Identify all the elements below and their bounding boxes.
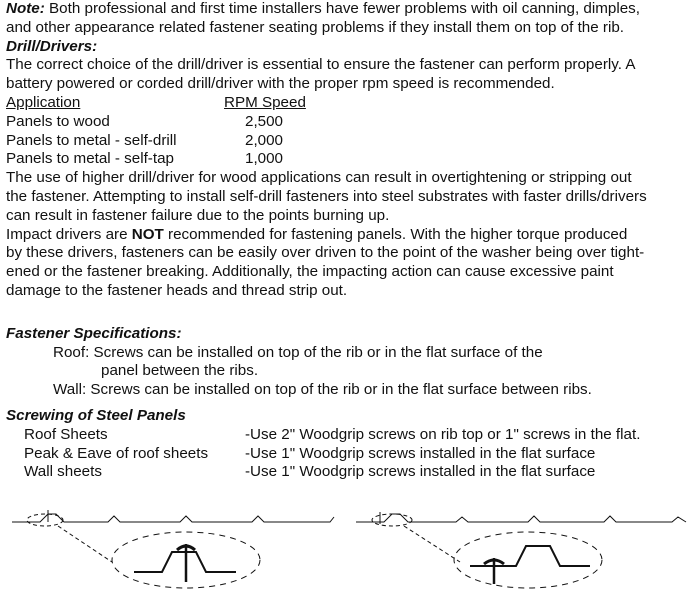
rpm-column-header: RPM Speed [224,93,306,111]
panel-profile-line [12,514,334,522]
impact-line-3: ened or the fastener breaking. Additionally, the impacting action can cause excessive paint [6,263,614,281]
rpm-table-row [6,150,694,169]
section-spacer [6,301,694,325]
callout-leader-line [404,526,460,562]
rpm-cell: 2,000 [245,131,284,149]
overtighten-line-2: the fastener. Attempting to install self-drill fasteners into steel substrates with faster drills/drivers [6,187,647,205]
flat-surface-fastening-diagram [356,512,686,588]
detail-callout-circle-large [454,532,602,588]
rpm-cell: 2,500 [245,112,284,130]
application-column-header: Application [6,93,81,111]
drill-para-line-2: battery powered or corded drill/driver with the proper rpm speed is recommended. [6,75,555,93]
note-text-1: Both professional and first time installers have fewer problems with oil canning, dimples, [49,0,640,17]
note-line-2: and other appearance related fastener seating problems if they install them on top of the rib. [6,18,625,36]
screwing-row [6,463,694,482]
rpm-table-header [6,94,694,113]
fastener-placement-diagrams [0,500,698,598]
detail-callout-circle-small [27,514,63,526]
drill-para-line-1: The correct choice of the drill/driver is essential to ensure the fastener can perform properly. A [6,56,636,74]
screw-instruction-cell: -Use 2" Woodgrip screws on rib top or 1" screws in the flat. [245,425,641,443]
impact-emphasis: NOT [131,225,164,243]
application-cell: Panels to metal - self-tap [6,150,174,168]
overtighten-line-3: can result in fastener failure due to the points burning up. [6,206,390,224]
rpm-table-row [6,132,694,151]
drill-drivers-heading: Drill/Drivers: [6,37,98,55]
screw-instruction-cell: -Use 1" Woodgrip screws installed in the flat surface [245,463,596,481]
panel-type-cell: Peak & Eave of roof sheets [24,444,209,462]
panel-type-cell: Wall sheets [24,463,102,481]
document-page [6,0,694,482]
impact-text-before: Impact drivers are [6,225,132,243]
rpm-cell: 1,000 [245,150,284,168]
screwing-row [6,426,694,445]
callout-leader-line [58,526,112,562]
impact-line-1 [6,226,694,245]
rib-top-fastening-diagram [12,510,334,588]
section-spacer [6,400,694,407]
overtighten-line-1: The use of higher drill/driver for wood applications can result in overtightening or stripping out [6,169,632,187]
application-cell: Panels to metal - self-drill [6,131,177,149]
impact-line-2: by these drivers, fasteners can be easily over driven to the point of the washer being over tight- [6,244,645,262]
note-line-1 [6,0,694,19]
application-cell: Panels to wood [6,112,110,130]
note-label: Note: [6,0,45,17]
roof-spec-line-1: Roof: Screws can be installed on top of the rib or in the flat surface of the [53,343,543,361]
roof-spec-line-2: panel between the ribs. [101,362,259,380]
fastener-specs-heading: Fastener Specifications: [6,324,182,342]
screw-instruction-cell: -Use 1" Woodgrip screws installed in the flat surface [245,444,596,462]
screwing-heading: Screwing of Steel Panels [6,406,186,424]
panel-type-cell: Roof Sheets [24,425,108,443]
wall-spec-line: Wall: Screws can be installed on top of the rib or in the flat surface between ribs. [53,381,592,399]
screwing-row [6,445,694,464]
impact-line-4: damage to the fastener heads and thread strip out. [6,281,348,299]
impact-text-after: recommended for fastening panels. With the higher torque produced [163,225,628,243]
rpm-table-row [6,113,694,132]
